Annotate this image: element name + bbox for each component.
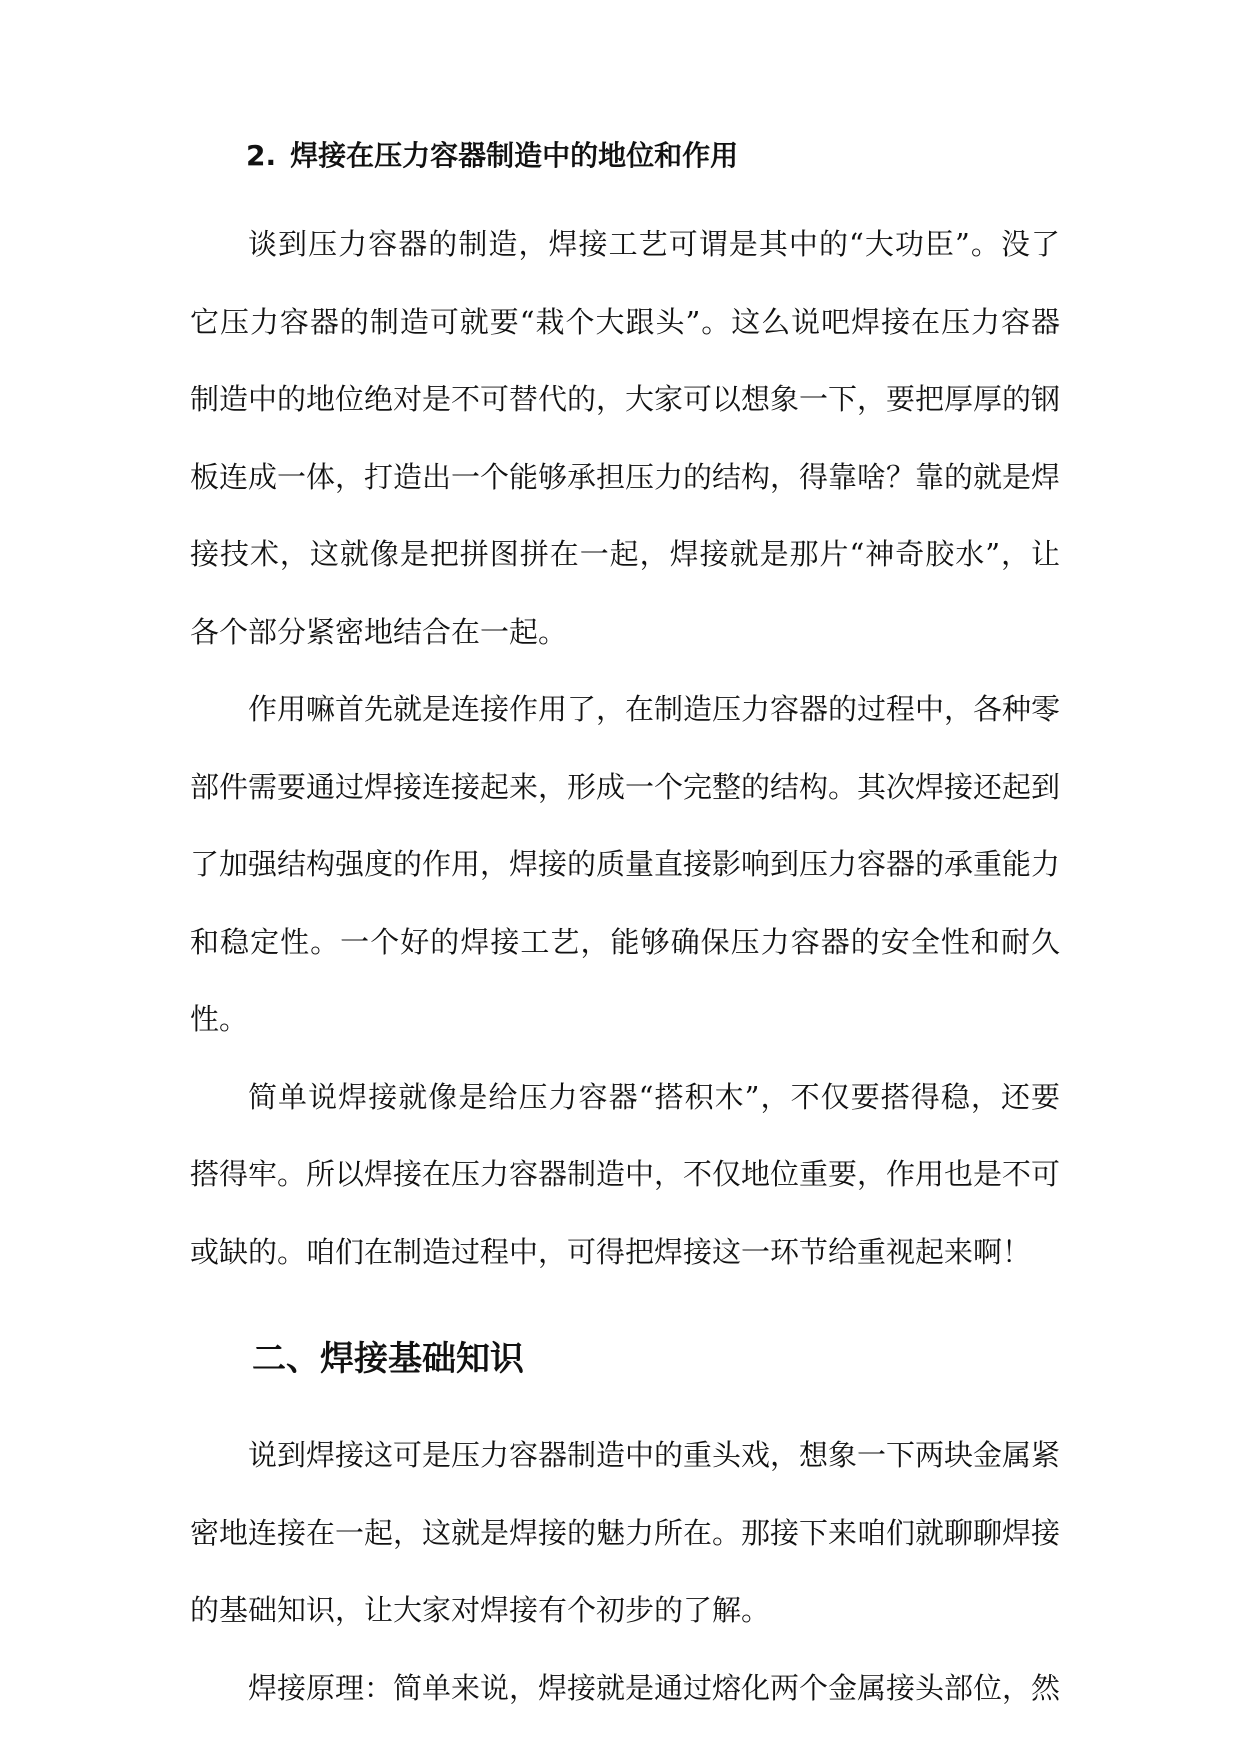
subheading-title: 焊接在压力容器制造中的地位和作用 bbox=[290, 139, 739, 172]
section-heading: 二、焊接基础知识 bbox=[252, 1339, 524, 1379]
paragraph: 简单说焊接就像是给压力容器“搭积木”，不仅要搭得稳，还要搭得牢。所以焊接在压力容器制造中，不仅地位重要，作用也是不可或缺的。咱们在制造过程中，可得把焊接这一环节给重视起来啊！ bbox=[190, 1079, 1061, 1269]
page-content bbox=[190, 128, 1060, 1727]
paragraph: 作用嘛首先就是连接作用了，在制造压力容器的过程中，各种零部件需要通过焊接连接起来，形成一个完整的结构。其次焊接还起到了加强结构强度的作用，焊接的质量直接影响到压力容器的承重能力和稳定性。一个好的焊接工艺，能够确保压力容器的安全性和耐久性。 bbox=[190, 692, 1061, 1036]
subheading bbox=[246, 128, 1060, 184]
paragraph: 焊接原理：简单来说，焊接就是通过熔化两个金属接头部位，然 bbox=[248, 1670, 1061, 1705]
subheading-number: 2. bbox=[246, 139, 277, 172]
paragraph: 谈到压力容器的制造，焊接工艺可谓是其中的“大功臣”。没了它压力容器的制造可就要“栽个大跟头”。这么说吧焊接在压力容器制造中的地位绝对是不可替代的，大家可以想象一下，要把厚厚的钢板连成一体，打造出一个能够承担压力的结构，得靠啥？靠的就是焊接技术，这就像是把拼图拼在一起，焊接就是那片“神奇胶水”，让各个部分紧密地结合在一起。 bbox=[190, 227, 1061, 649]
paragraph: 说到焊接这可是压力容器制造中的重头戏，想象一下两块金属紧密地连接在一起，这就是焊接的魅力所在。那接下来咱们就聊聊焊接的基础知识，让大家对焊接有个初步的了解。 bbox=[190, 1438, 1061, 1627]
